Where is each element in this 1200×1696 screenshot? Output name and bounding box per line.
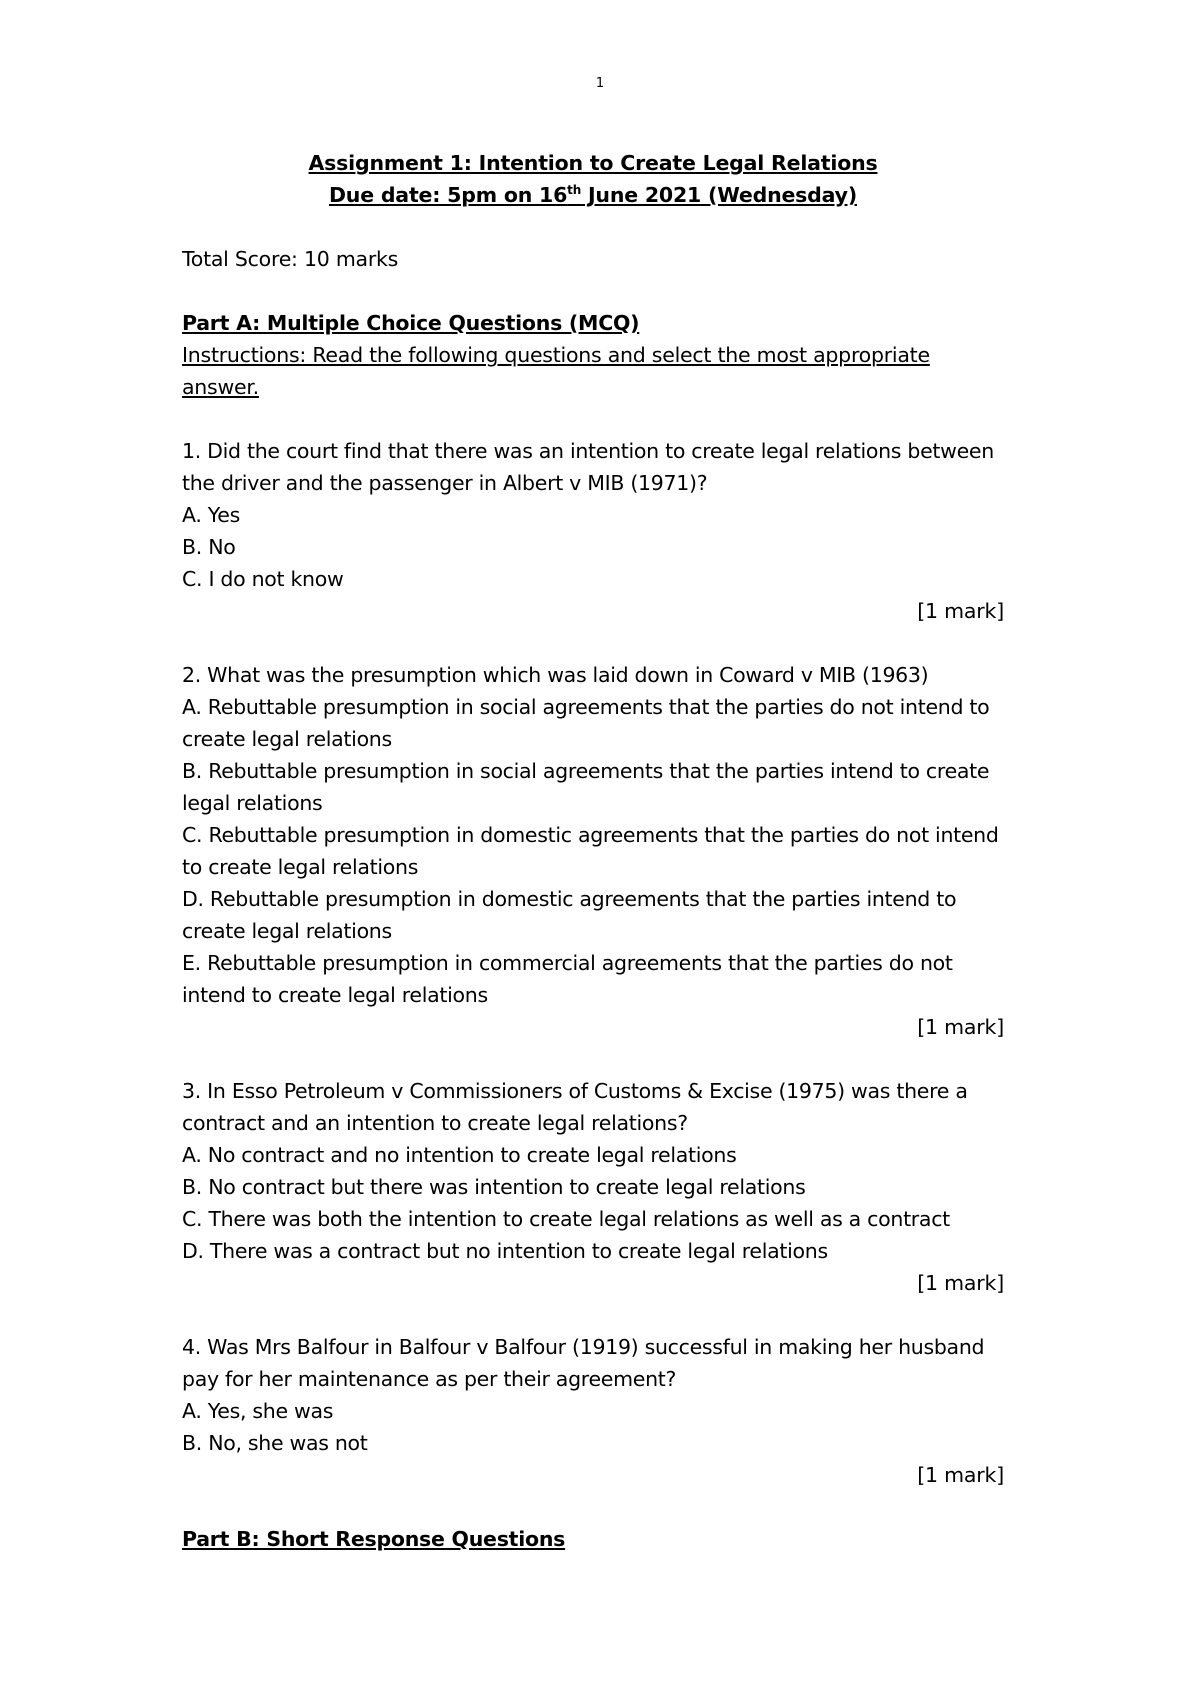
page-number: 1 [595,76,605,91]
part-a-instructions: Instructions: Read the following questions and select the most appropriate answer. [182,343,930,399]
assignment-header [182,147,1004,211]
answer-option: B. No [182,535,236,559]
document-body [182,147,1004,1555]
answer-option: A. Yes [182,503,240,527]
answer-option: B. No, she was not [182,1431,368,1455]
question-stem: 4. Was Mrs Balfour in Balfour v Balfour (1919) successful in making her husband pay for her maintenance as per their agreement? [182,1335,985,1391]
question-mark: [1 mark] [917,1271,1004,1295]
question-3 [182,1075,1004,1299]
spacer [182,1491,1004,1523]
due-date [182,179,1004,211]
answer-option: D. There was a contract but no intention to create legal relations [182,1239,828,1263]
total-score: Total Score: 10 marks [182,247,399,271]
question-stem: 3. In Esso Petroleum v Commissioners of Customs & Excise (1975) was there a contract and an intention to create legal relations? [182,1079,968,1135]
question-mark: [1 mark] [917,1463,1004,1487]
part-b-heading: Part B: Short Response Questions [182,1527,566,1551]
answer-option: B. No contract but there was intention to create legal relations [182,1175,806,1199]
due-date-ordinal: th [567,183,582,198]
answer-option: A. Yes, she was [182,1399,334,1423]
question-2 [182,659,1004,1043]
spacer [182,627,1004,659]
answer-option: C. Rebuttable presumption in domestic agreements that the parties do not intend to create legal relations [182,823,999,879]
part-a-heading: Part A: Multiple Choice Questions (MCQ) [182,311,640,335]
question-stem: 2. What was the presumption which was laid down in Coward v MIB (1963) [182,663,929,687]
answer-option: A. No contract and no intention to create legal relations [182,1143,737,1167]
due-date-prefix: Due date: 5pm on 16 [328,183,568,207]
question-mark: [1 mark] [917,1015,1004,1039]
answer-option: B. Rebuttable presumption in social agreements that the parties intend to create legal relations [182,759,990,815]
due-date-suffix: June 2021 (Wednesday) [581,183,857,207]
answer-option: D. Rebuttable presumption in domestic agreements that the parties intend to create legal relations [182,887,957,943]
spacer [182,403,1004,435]
spacer [182,1299,1004,1331]
question-4 [182,1331,1004,1491]
spacer [182,1043,1004,1075]
spacer [182,211,1004,243]
question-1 [182,435,1004,627]
answer-option: E. Rebuttable presumption in commercial agreements that the parties do not intend to create legal relations [182,951,953,1007]
question-stem: 1. Did the court find that there was an intention to create legal relations between the driver and the passenger in Albert v MIB (1971)? [182,439,994,495]
answer-option: C. There was both the intention to create legal relations as well as a contract [182,1207,950,1231]
spacer [182,275,1004,307]
assignment-title: Assignment 1: Intention to Create Legal Relations [308,151,878,175]
answer-option: A. Rebuttable presumption in social agreements that the parties do not intend to create legal relations [182,695,990,751]
question-mark: [1 mark] [917,599,1004,623]
answer-option: C. I do not know [182,567,344,591]
